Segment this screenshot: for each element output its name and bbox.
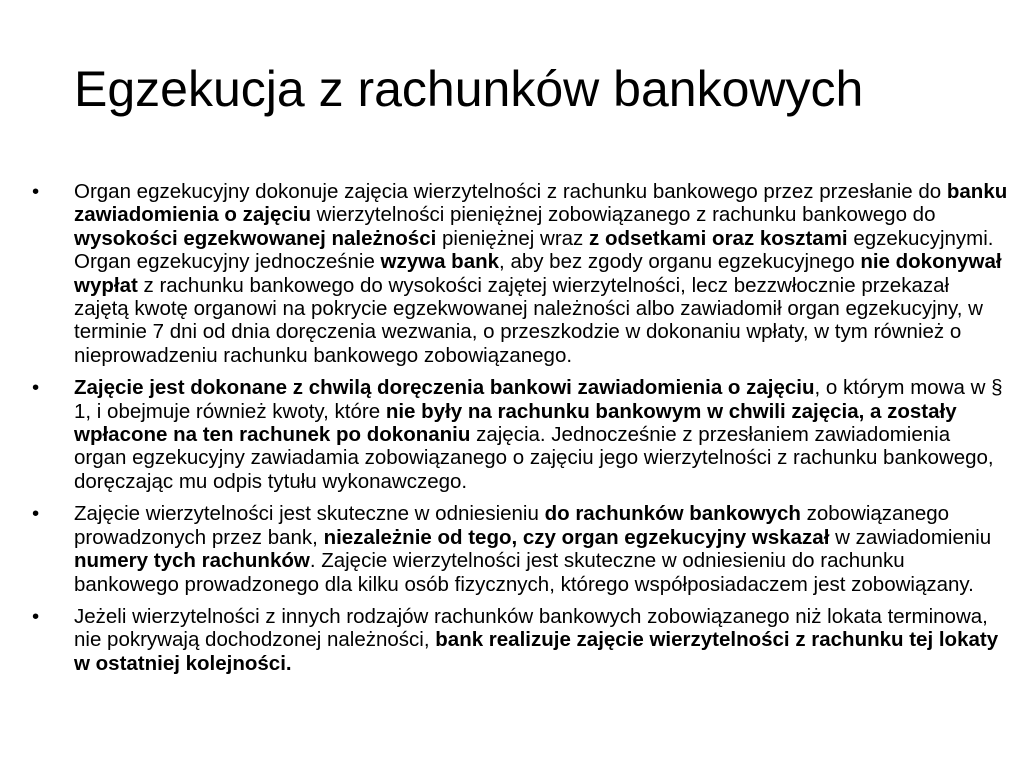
text-segment: Zajęcie wierzytelności jest skuteczne w odniesieniu	[74, 502, 545, 526]
bullet-dot-icon: •	[32, 502, 40, 526]
slide-title: Egzekucja z rachunków bankowych	[74, 61, 864, 117]
text-segment: , o którym mowa w § 1, i obejmuje również kwoty, które	[74, 376, 1003, 423]
bullet-dot-icon: •	[32, 604, 40, 628]
text-segment: wierzytelności pieniężnej zobowiązanego z rachunku bankowego do	[310, 203, 936, 227]
bold-text-segment: wzywa bank	[380, 250, 500, 274]
bold-text-segment: z odsetkami oraz kosztami	[589, 226, 848, 250]
text-segment: egzekucyjnymi. Organ egzekucyjny jednocześnie	[74, 226, 994, 274]
bold-text-segment: nie były na rachunku bankowym w chwili zajęcia, a zostały wpłacone na ten rachunek po dokonaniu	[74, 399, 957, 447]
text-segment: pieniężnej wraz	[436, 226, 590, 250]
text-segment: . Zajęcie wierzytelności jest skuteczne w odniesieniu do rachunku bankowego prowadzonego dla kilku osób fizycznych, którego współposiadaczem jest zobowiązany.	[74, 549, 974, 596]
text-segment: z rachunku bankowego do wysokości zajętej wierzytelności, lecz bezzwłocznie przekazał zajętą kwotę organowi na pokrycie egzekwowanej należności albo zawiadomił organ egzekucyjny, w terminie 7 dni od dnia doręczenia wezwania, o przeszkodzie w dokonaniu wpłaty, w tym również o nieprowadzeniu rachunku bankowego zobowiązanego.	[74, 273, 983, 367]
bullet-dot-icon: •	[32, 376, 40, 400]
bullet-item	[32, 180, 1008, 367]
text-segment: zajęcia. Jednocześnie z przesłaniem zawiadomienia organ egzekucyjny zawiadamia zobowiązanego o zajęciu jego wierzytelności z rachunku bankowego, doręczając mu odpis tytułu wykonawczego.	[74, 423, 994, 493]
bold-text-segment: wysokości egzekwowanej należności	[74, 226, 437, 250]
text-segment: , aby bez zgody organu egzekucyjnego	[499, 250, 861, 274]
bullet-item	[32, 502, 1008, 596]
bullet-item	[32, 604, 1008, 675]
text-segment: Organ egzekucyjny dokonuje zajęcia wierzytelności z rachunku bankowego przez przesłanie do	[74, 180, 947, 203]
text-segment: Jeżeli wierzytelności z innych rodzajów rachunków bankowych zobowiązanego niż lokata terminowa, nie pokrywają dochodzonej należności,	[74, 604, 988, 652]
bullet-item	[32, 376, 1008, 493]
bold-text-segment: Zajęcie jest dokonane z chwilą doręczenia bankowi zawiadomienia o zajęciu	[74, 376, 815, 400]
bold-text-segment: do rachunków bankowych	[544, 502, 801, 526]
text-segment: w zawiadomieniu	[829, 525, 992, 549]
bullet-list	[32, 180, 1008, 684]
text-segment: zobowiązanego prowadzonych przez bank,	[74, 502, 950, 549]
bold-text-segment: numery tych rachunków	[74, 549, 310, 573]
bold-text-segment: niezależnie od tego, czy organ egzekucyjny wskazał	[323, 525, 830, 549]
bullet-dot-icon: •	[32, 180, 40, 203]
bold-text-segment: bank realizuje zajęcie wierzytelności z rachunku tej lokaty w ostatniej kolejności.	[74, 628, 999, 675]
bold-text-segment: nie dokonywał wypłat	[74, 250, 1002, 297]
bold-text-segment: banku zawiadomienia o zajęciu	[74, 180, 1008, 227]
